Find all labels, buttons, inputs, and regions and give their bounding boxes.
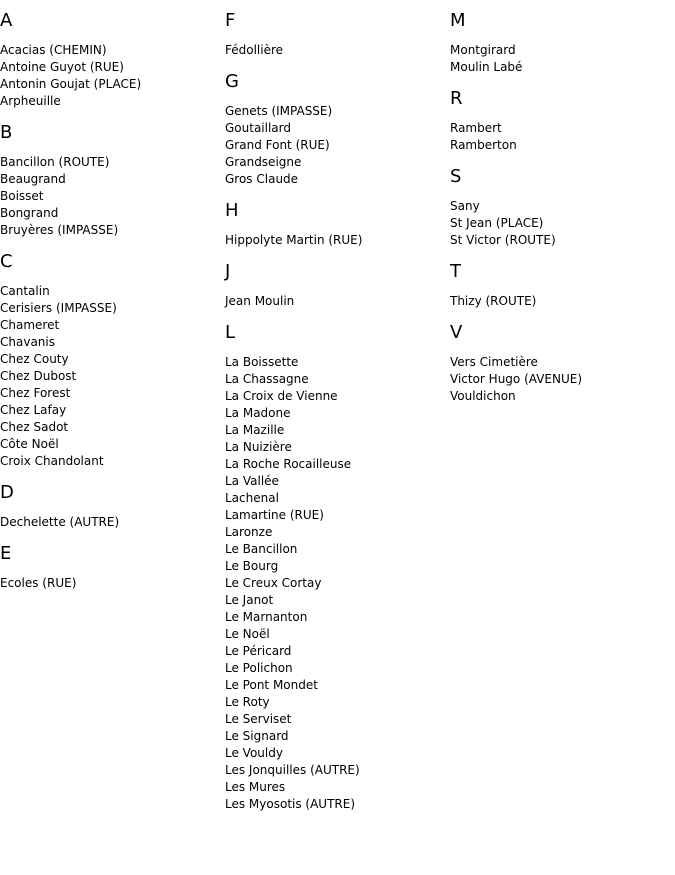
street-item: Le Vouldy: [225, 746, 283, 760]
letter-section: [0, 10, 220, 110]
street-item: Croix Chandolant: [0, 454, 104, 468]
letter-heading: L: [225, 322, 236, 343]
street-item: Lamartine (RUE): [225, 508, 324, 522]
street-item: Antonin Goujat (PLACE): [0, 77, 142, 91]
street-item: Le Marnanton: [225, 610, 308, 624]
letter-heading: H: [225, 200, 239, 221]
street-item: La Chassagne: [225, 372, 309, 386]
street-item: Acacias (CHEMIN): [0, 43, 107, 57]
letter-heading: B: [0, 122, 13, 143]
street-item: Les Myosotis (AUTRE): [225, 797, 356, 811]
letter-heading: E: [0, 543, 12, 564]
street-item: Chez Couty: [0, 352, 69, 366]
street-item: Moulin Labé: [450, 60, 523, 74]
street-item: Goutaillard: [225, 121, 291, 135]
street-list: [450, 42, 670, 76]
letter-heading: D: [0, 482, 14, 503]
letter-section: [225, 71, 445, 188]
street-list: [225, 103, 445, 188]
letter-heading: J: [225, 261, 231, 282]
street-item: Fédollière: [225, 43, 284, 57]
street-item: Le Creux Cortay: [225, 576, 322, 590]
street-item: La Vallée: [225, 474, 279, 488]
street-item: Cantalin: [0, 284, 50, 298]
letter-heading: S: [450, 166, 462, 187]
letter-section: [450, 166, 670, 249]
street-item: La Mazille: [225, 423, 285, 437]
letter-section: [450, 261, 670, 310]
street-item: Rambert: [450, 121, 502, 135]
street-list: [0, 154, 220, 239]
street-item: Le Roty: [225, 695, 270, 709]
street-item: Lachenal: [225, 491, 279, 505]
street-item: Ecoles (RUE): [0, 576, 77, 590]
street-list: [450, 293, 670, 310]
street-item: Gros Claude: [225, 172, 299, 186]
letter-section: [225, 261, 445, 310]
street-item: Vers Cimetière: [450, 355, 538, 369]
street-list: [0, 575, 220, 592]
street-list: [225, 232, 445, 249]
street-item: Chameret: [0, 318, 60, 332]
street-item: Ramberton: [450, 138, 517, 152]
letter-section: [225, 10, 445, 59]
street-item: Le Noël: [225, 627, 270, 641]
street-item: Sany: [450, 199, 480, 213]
street-item: Le Bancillon: [225, 542, 298, 556]
street-item: Le Pont Mondet: [225, 678, 318, 692]
street-item: Bruyères (IMPASSE): [0, 223, 119, 237]
street-item: La Nuizière: [225, 440, 292, 454]
letter-section: [0, 122, 220, 239]
street-item: Côte Noël: [0, 437, 59, 451]
street-item: Dechelette (AUTRE): [0, 515, 120, 529]
street-item: Vouldichon: [450, 389, 516, 403]
letter-heading: C: [0, 251, 13, 272]
street-item: St Jean (PLACE): [450, 216, 544, 230]
street-item: Le Péricard: [225, 644, 292, 658]
street-item: Bancillon (ROUTE): [0, 155, 110, 169]
street-item: Laronze: [225, 525, 273, 539]
index-column-2: [225, 10, 445, 825]
letter-heading: R: [450, 88, 463, 109]
street-item: Hippolyte Martin (RUE): [225, 233, 363, 247]
street-item: Victor Hugo (AVENUE): [450, 372, 583, 386]
letter-section: [225, 200, 445, 249]
street-item: Chez Lafay: [0, 403, 67, 417]
street-list: [0, 514, 220, 531]
street-item: Les Mures: [225, 780, 286, 794]
letter-heading: G: [225, 71, 239, 92]
street-item: St Victor (ROUTE): [450, 233, 556, 247]
street-item: Montgirard: [450, 43, 516, 57]
street-list: [0, 283, 220, 470]
index-column-1: [0, 10, 220, 604]
street-list: [450, 354, 670, 405]
letter-section: [0, 482, 220, 531]
street-item: Le Serviset: [225, 712, 292, 726]
street-item: Grand Font (RUE): [225, 138, 330, 152]
letter-heading: V: [450, 322, 463, 343]
street-item: Beaugrand: [0, 172, 66, 186]
street-item: Chavanis: [0, 335, 55, 349]
street-item: La Roche Rocailleuse: [225, 457, 352, 471]
street-item: La Croix de Vienne: [225, 389, 338, 403]
street-list: [225, 42, 445, 59]
street-item: Cerisiers (IMPASSE): [0, 301, 117, 315]
street-list: [450, 120, 670, 154]
street-item: Le Janot: [225, 593, 274, 607]
street-item: Antoine Guyot (RUE): [0, 60, 124, 74]
letter-heading: A: [0, 10, 13, 31]
street-item: Arpheuille: [0, 94, 61, 108]
street-item: Le Bourg: [225, 559, 279, 573]
street-item: Le Polichon: [225, 661, 293, 675]
letter-section: [450, 10, 670, 76]
letter-section: [450, 88, 670, 154]
street-item: Les Jonquilles (AUTRE): [225, 763, 360, 777]
letter-section: [450, 322, 670, 405]
street-item: Thizy (ROUTE): [450, 294, 537, 308]
street-item: Chez Sadot: [0, 420, 69, 434]
street-list: [225, 293, 445, 310]
street-list: [225, 354, 445, 813]
street-item: Boisset: [0, 189, 44, 203]
street-item: Jean Moulin: [225, 294, 295, 308]
street-item: Bongrand: [0, 206, 59, 220]
street-list: [450, 198, 670, 249]
letter-heading: M: [450, 10, 466, 31]
street-item: Chez Forest: [0, 386, 71, 400]
street-item: La Madone: [225, 406, 291, 420]
street-item: La Boissette: [225, 355, 299, 369]
letter-heading: F: [225, 10, 236, 31]
street-item: Chez Dubost: [0, 369, 77, 383]
letter-section: [0, 251, 220, 470]
letter-section: [0, 543, 220, 592]
letter-section: [225, 322, 445, 813]
street-item: Grandseigne: [225, 155, 302, 169]
street-item: Le Signard: [225, 729, 289, 743]
letter-heading: T: [450, 261, 461, 282]
index-column-3: [450, 10, 670, 417]
street-list: [0, 42, 220, 110]
street-item: Genets (IMPASSE): [225, 104, 333, 118]
